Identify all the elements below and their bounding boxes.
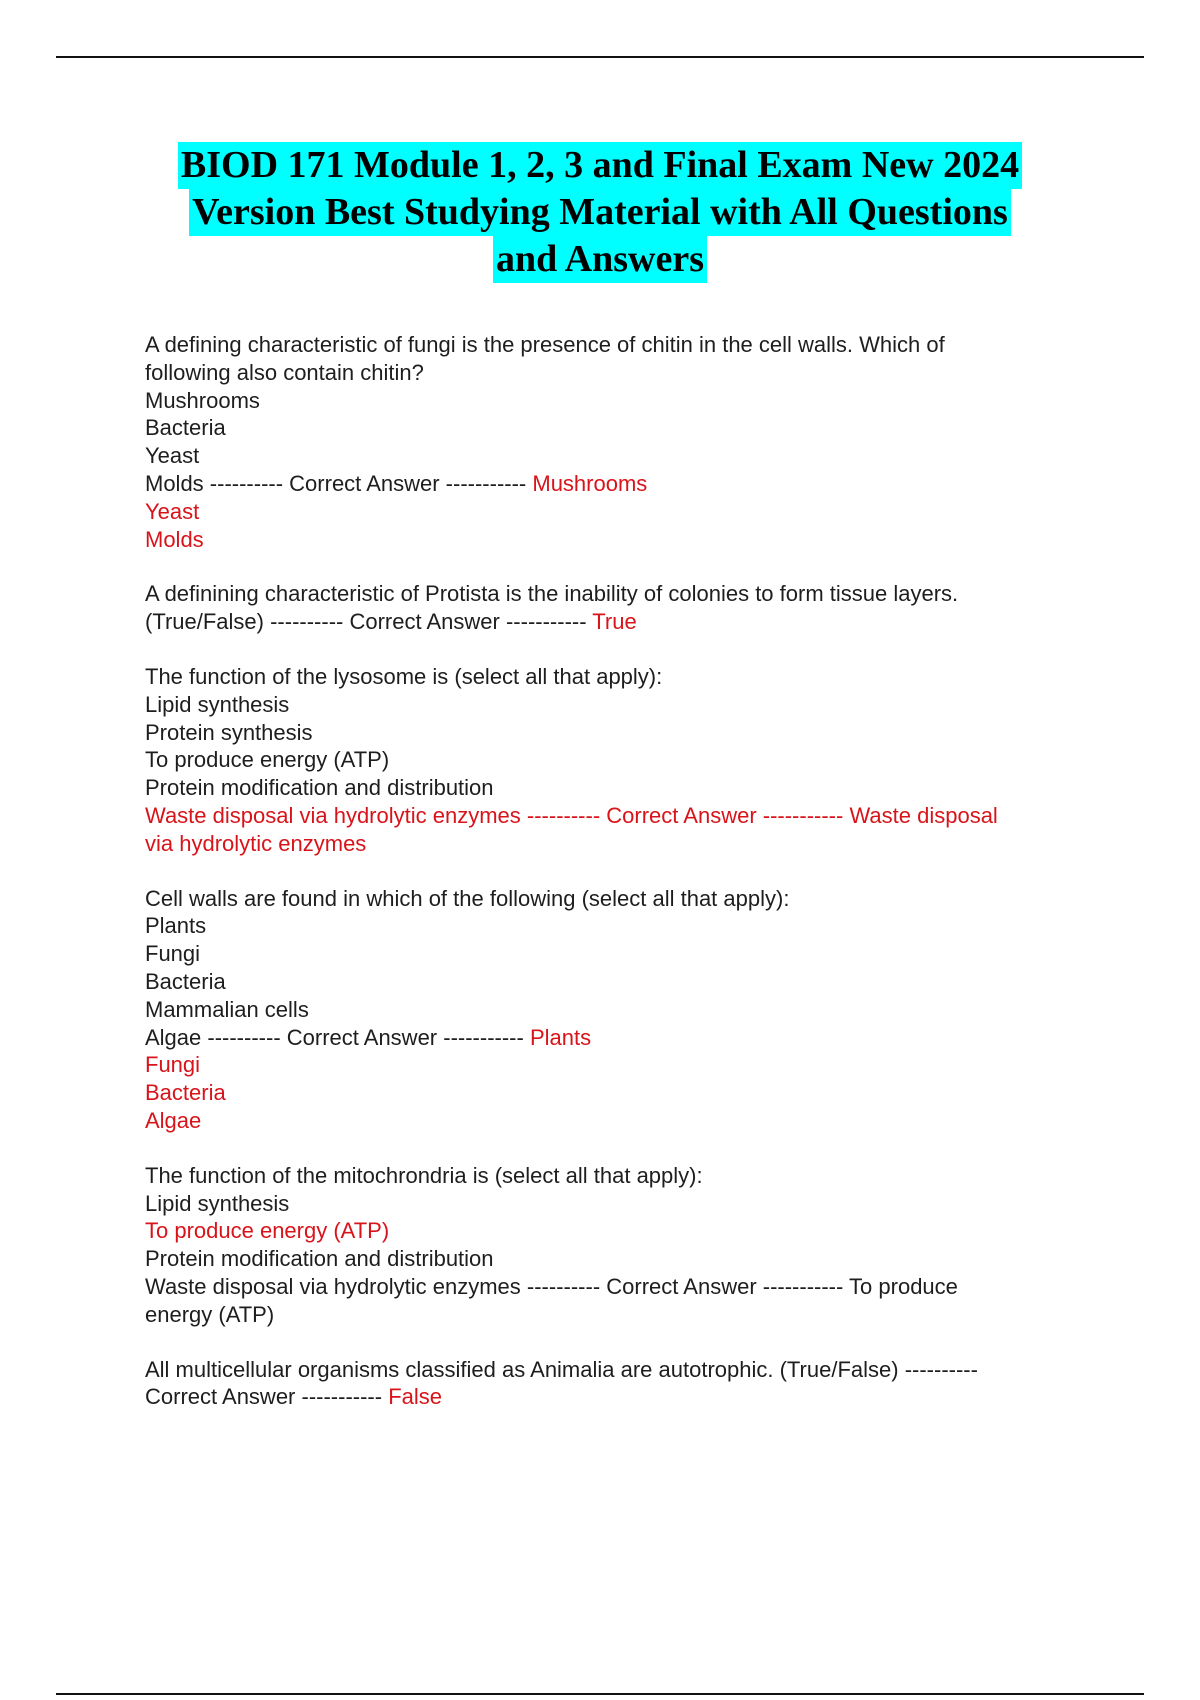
correct-option-text: To produce energy (ATP) xyxy=(145,1218,390,1244)
correct-answer: Fungi xyxy=(145,1052,201,1078)
option-text: Molds ---------- Correct Answer ----------- xyxy=(145,470,533,496)
title-line-1: BIOD 171 Module 1, 2, 3 and Final Exam New 2024 xyxy=(178,142,1022,189)
question-text: (True/False) ---------- Correct Answer ----------- xyxy=(145,609,593,635)
correct-answer: via hydrolytic enzymes xyxy=(145,830,367,856)
option-text: Plants xyxy=(145,913,207,939)
option-answer-line xyxy=(145,1383,1105,1411)
option-text: Mammalian cells xyxy=(145,996,309,1022)
option-text: Protein modification and distribution xyxy=(145,775,494,801)
option-text: Yeast xyxy=(145,443,200,469)
question-text: The function of the mitochrondria is (select all that apply): xyxy=(145,1162,703,1188)
correct-answer: Bacteria xyxy=(145,1080,226,1106)
correct-answer: Waste disposal via hydrolytic enzymes ---------- Correct Answer ----------- Waste disposal xyxy=(145,802,998,828)
correct-answer: Molds xyxy=(145,526,204,552)
correct-answer: Yeast xyxy=(145,498,200,524)
option-text: Lipid synthesis xyxy=(145,1190,290,1216)
title-line-2: Version Best Studying Material with All Questions xyxy=(189,189,1011,236)
option-answer-line xyxy=(145,470,1105,498)
question-text: A definining characteristic of Protista is the inability of colonies to form tissue layers. xyxy=(145,581,959,607)
header-rule xyxy=(56,56,1144,58)
question-text: following also contain chitin? xyxy=(145,359,424,385)
option-text: Protein synthesis xyxy=(145,719,313,745)
option-text: Protein modification and distribution xyxy=(145,1246,494,1272)
correct-answer: Algae xyxy=(145,1107,202,1133)
qa-item-mitochondria xyxy=(145,1162,1105,1329)
question-text: All multicellular organisms classified as Animalia are autotrophic. (True/False) ---------- xyxy=(145,1356,978,1382)
qa-item-animalia xyxy=(145,1356,1105,1412)
option-text: Lipid synthesis xyxy=(145,691,290,717)
option-text: To produce energy (ATP) xyxy=(145,747,390,773)
document-title xyxy=(140,142,1060,283)
correct-answer: True xyxy=(592,609,637,635)
qa-item-cell-walls xyxy=(145,885,1105,1135)
question-text: A defining characteristic of fungi is the presence of chitin in the cell walls. Which of xyxy=(145,332,945,357)
footer-rule xyxy=(56,1693,1144,1695)
correct-answer: Plants xyxy=(529,1024,592,1050)
option-text: Mushrooms xyxy=(145,387,260,413)
question-text: Cell walls are found in which of the following (select all that apply): xyxy=(145,885,790,911)
question-text: The function of the lysosome is (select all that apply): xyxy=(145,663,663,689)
option-answer-line xyxy=(145,608,1105,636)
option-text: Bacteria xyxy=(145,415,226,441)
qa-item-fungi-chitin xyxy=(145,331,1105,553)
qa-item-protista xyxy=(145,580,1105,636)
qa-item-lysosome xyxy=(145,663,1105,858)
correct-answer: Mushrooms xyxy=(532,470,648,496)
option-text: Algae ---------- Correct Answer ----------- xyxy=(145,1024,530,1050)
option-text: Bacteria xyxy=(145,968,226,994)
option-text: Fungi xyxy=(145,941,201,967)
qa-content xyxy=(145,331,1105,1438)
title-line-3: and Answers xyxy=(493,236,707,283)
option-answer-line: Waste disposal via hydrolytic enzymes ---------- Correct Answer ----------- To produce xyxy=(145,1273,958,1299)
question-text: Correct Answer ----------- xyxy=(145,1384,389,1410)
correct-answer: False xyxy=(388,1384,442,1410)
option-answer-line xyxy=(145,1024,1105,1052)
answer-continuation: energy (ATP) xyxy=(145,1301,275,1327)
